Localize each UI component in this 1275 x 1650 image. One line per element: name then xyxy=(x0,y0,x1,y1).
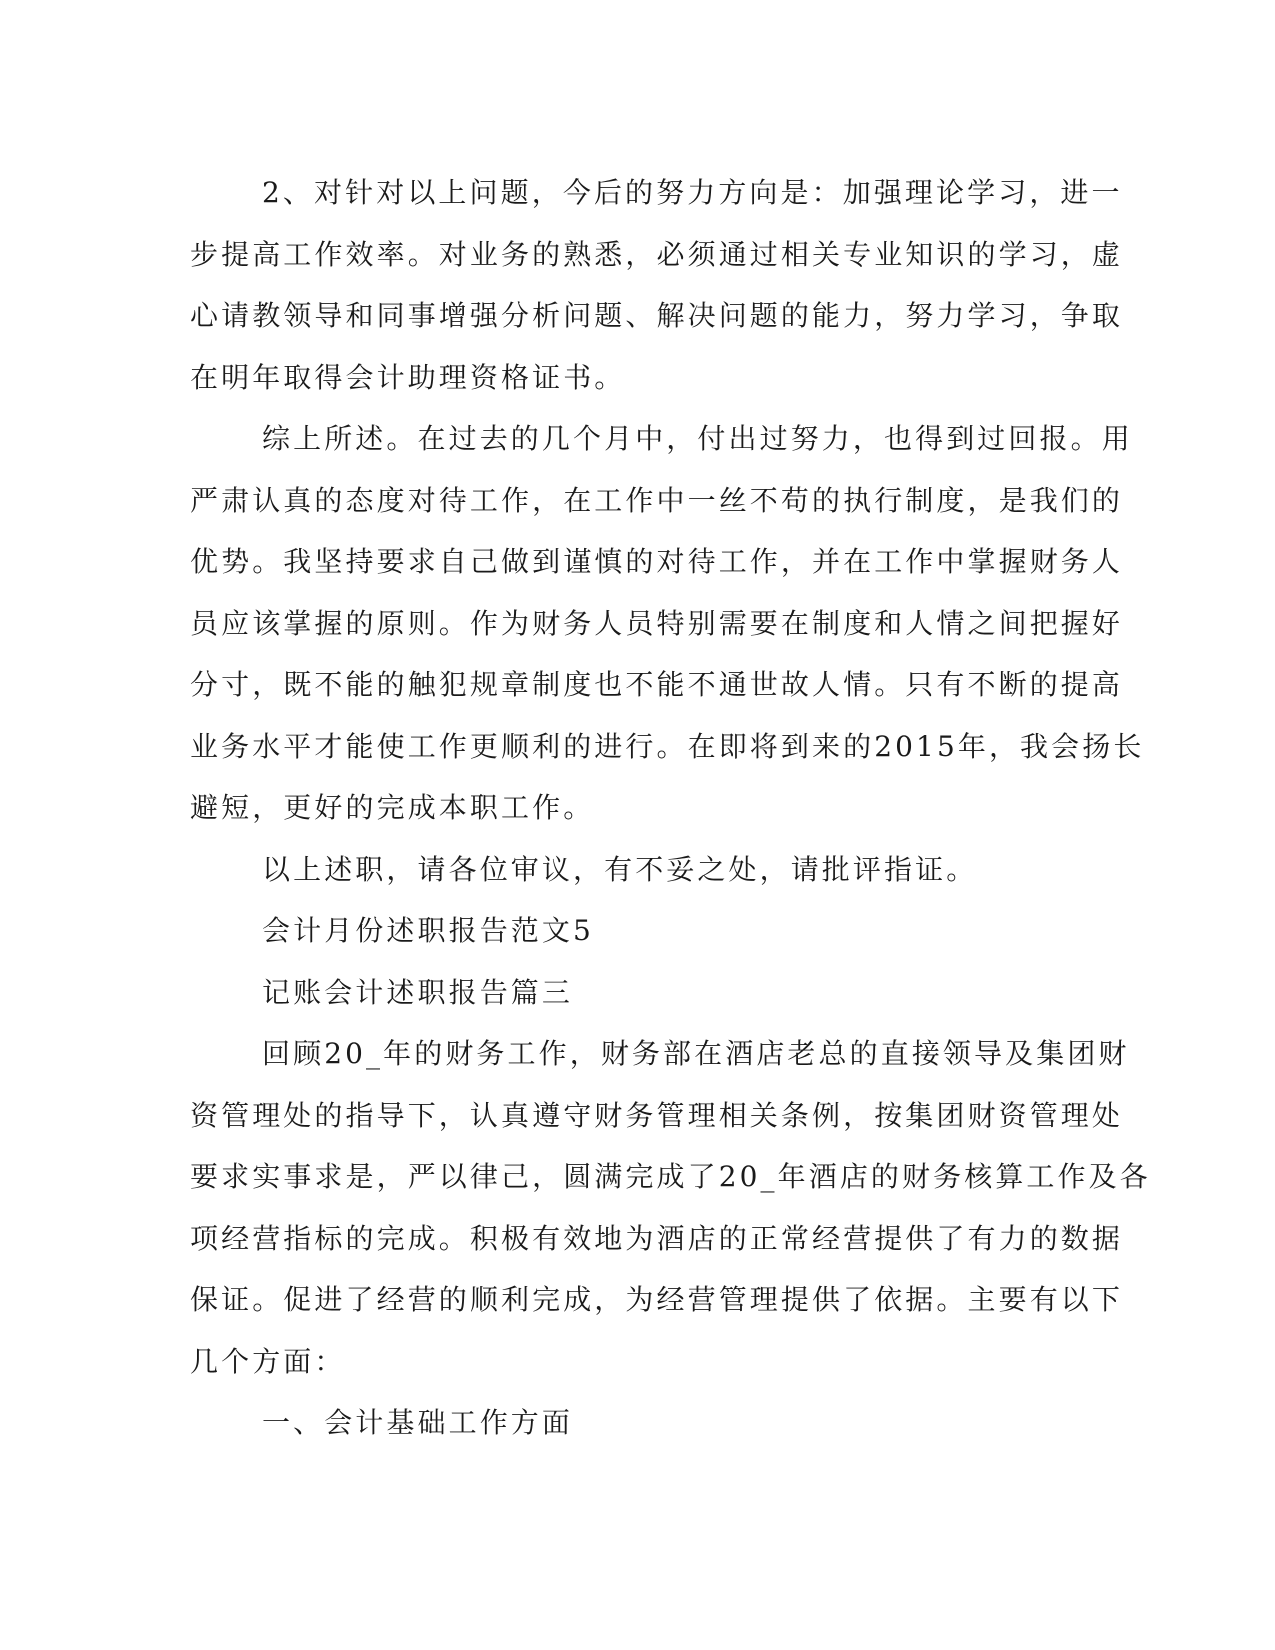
paragraph-summary xyxy=(190,408,1145,839)
text-line: 回顾20_年的财务工作，财务部在酒店老总的直接领导及集团财 xyxy=(262,1037,1130,1070)
text-line: 员应该掌握的原则。作为财务人员特别需要在制度和人情之间把握好 xyxy=(190,606,1124,640)
text-line: 资管理处的指导下，认真遵守财务管理相关条例，按集团财资管理处 xyxy=(190,1098,1124,1132)
paragraph-improvement-direction xyxy=(190,162,1124,408)
text-line: 分寸，既不能的触犯规章制度也不能不通世故人情。只有不断的提高 xyxy=(190,668,1124,701)
heading-sample-5 xyxy=(190,900,1090,962)
text-line: 记账会计述职报告篇三 xyxy=(262,975,574,1009)
text-line: 项经营指标的完成。积极有效地为酒店的正常经营提供了有力的数据 xyxy=(190,1221,1124,1255)
document-page xyxy=(190,162,1151,1454)
text-line: 优势。我坚持要求自己做到谨慎的对待工作，并在工作中掌握财务人 xyxy=(190,545,1124,578)
text-line: 步提高工作效率。对业务的熟悉，必须通过相关专业知识的学习，虚 xyxy=(190,237,1124,271)
text-line: 心请教领导和同事增强分析问题、解决问题的能力，努力学习，争取 xyxy=(190,299,1124,332)
text-line: 严肃认真的态度对待工作，在工作中一丝不苟的执行制度，是我们的 xyxy=(190,483,1124,517)
text-line: 会计月份述职报告范文5 xyxy=(262,914,594,947)
paragraph-annual-review xyxy=(190,1023,1151,1392)
text-line: 业务水平才能使工作更顺利的进行。在即将到来的2015年，我会扬长 xyxy=(190,729,1145,763)
text-line: 避短，更好的完成本职工作。 xyxy=(190,791,595,824)
text-line: 几个方面： xyxy=(190,1344,346,1378)
text-line: 2、对针对以上问题，今后的努力方向是：加强理论学习，进一 xyxy=(262,176,1123,209)
paragraph-closing-request xyxy=(190,839,1090,901)
section-heading-accounting-basics xyxy=(190,1392,1090,1454)
text-line: 一、会计基础工作方面 xyxy=(262,1406,574,1439)
text-line: 综上所述。在过去的几个月中，付出过努力，也得到过回报。用 xyxy=(262,422,1133,455)
text-line: 保证。促进了经营的顺利完成，为经营管理提供了依据。主要有以下 xyxy=(190,1283,1124,1316)
text-line: 在明年取得会计助理资格证书。 xyxy=(190,360,626,394)
text-line: 要求实事求是，严以律己，圆满完成了20_年酒店的财务核算工作及各 xyxy=(190,1160,1151,1193)
text-line: 以上述职，请各位审议，有不妥之处，请批评指证。 xyxy=(262,852,978,886)
heading-part-three xyxy=(190,962,1090,1024)
